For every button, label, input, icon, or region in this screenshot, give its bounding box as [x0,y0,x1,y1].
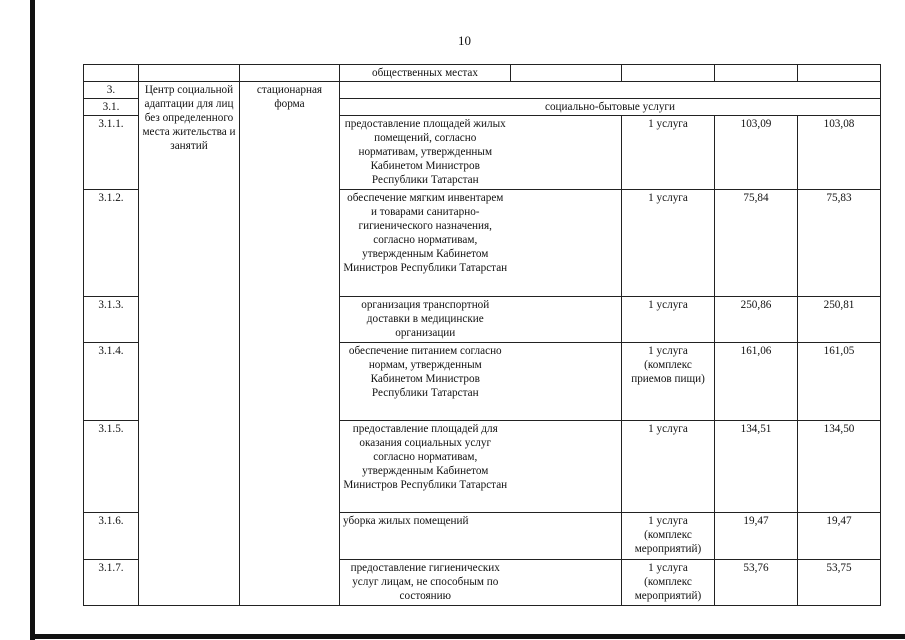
row-number: 3.1.7. [84,560,139,606]
scan-bottom-edge [30,634,905,639]
unit-cell: 1 услуга (комплекс мероприятий) [622,560,715,606]
tariff-value: 103,08 [798,116,881,190]
blank-cell [511,513,622,560]
service-form: стационарная форма [240,82,340,606]
tariff-value: 161,05 [798,343,881,421]
row-number: 3.1.5. [84,421,139,513]
blank-cell [511,343,622,421]
unit-cell: 1 услуга [622,297,715,343]
service-name: уборка жилых помещений [340,513,511,560]
unit-cell [622,65,715,82]
row-number: 3.1.4. [84,343,139,421]
service-name: обеспечение мягким инвентарем и товарами санитарно-гигиенического назначения, согласно нормативам, утвержденным Кабинетом Министров Республики Татарстан [340,190,511,297]
blank-cell [511,560,622,606]
blank-cell [511,190,622,297]
service-name: предоставление площадей жилых помещений, согласно нормативам, утвержденным Кабинетом Министров Республики Татарстан [340,116,511,190]
tariff-value: 161,06 [715,343,798,421]
row-number: 3.1.3. [84,297,139,343]
service-name: предоставление площадей для оказания социальных услуг согласно нормативам, утвержденным Кабинетом Министров Республики Татарстан [340,421,511,513]
blank-cell [340,82,881,99]
tariff-value: 134,51 [715,421,798,513]
service-name: предоставление гигиенических услуг лицам, не способным по состоянию [340,560,511,606]
tariff-value: 75,84 [715,190,798,297]
form-cell [240,65,340,82]
value-cell [798,65,881,82]
table-row [84,82,881,99]
unit-cell: 1 услуга [622,116,715,190]
blank-cell [511,297,622,343]
tariff-value: 19,47 [715,513,798,560]
tariff-value: 103,09 [715,116,798,190]
unit-cell: 1 услуга [622,421,715,513]
group-number: 3. [84,82,139,99]
service-name: организация транспортной доставки в медицинские организации [340,297,511,343]
service-name: обеспечение питанием согласно нормам, утвержденным Кабинетом Министров Республики Татарстан [340,343,511,421]
subgroup-number: 3.1. [84,99,139,116]
tariff-value: 53,76 [715,560,798,606]
blank-cell [511,65,622,82]
num-cell [84,65,139,82]
blank-cell [511,421,622,513]
row-number: 3.1.1. [84,116,139,190]
institution-name: Центр социальной адаптации для лиц без определенного места жительства и занятий [139,82,240,606]
tariff-value: 19,47 [798,513,881,560]
unit-cell: 1 услуга (комплекс приемов пищи) [622,343,715,421]
value-cell [715,65,798,82]
unit-cell: 1 услуга (комплекс мероприятий) [622,513,715,560]
table-row [84,65,881,82]
unit-cell: 1 услуга [622,190,715,297]
tariff-value: 75,83 [798,190,881,297]
tariff-value: 134,50 [798,421,881,513]
tariff-value: 53,75 [798,560,881,606]
tariff-value: 250,86 [715,297,798,343]
page-number: 10 [458,33,471,48]
blank-cell [511,116,622,190]
row-number: 3.1.6. [84,513,139,560]
institution-cell [139,65,240,82]
service-cell: общественных местах [340,65,511,82]
subgroup-title: социально-бытовые услуги [340,99,881,116]
tariff-value: 250,81 [798,297,881,343]
scan-left-edge [30,0,35,640]
row-number: 3.1.2. [84,190,139,297]
tariff-table [83,64,881,606]
